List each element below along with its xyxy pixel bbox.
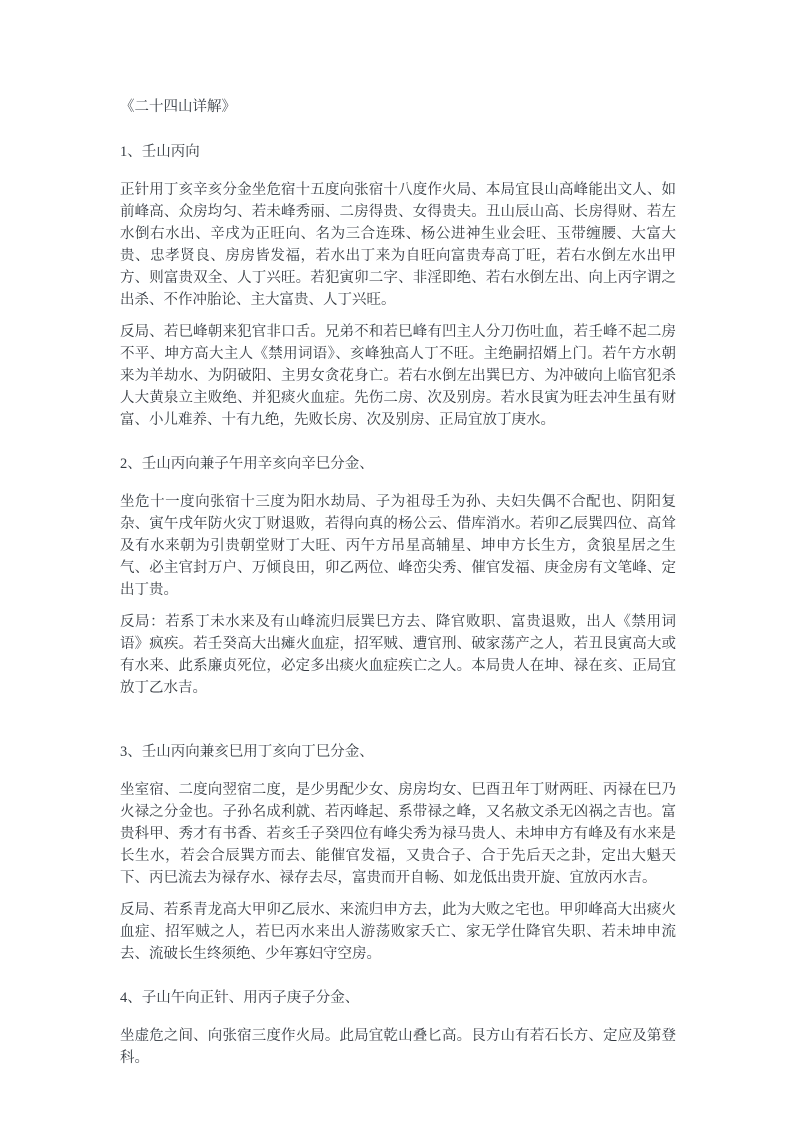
section-4-heading: 4、子山午向正针、用丙子庚子分金、 xyxy=(120,990,360,1006)
section-2-heading: 2、壬山丙向兼子午用辛亥向辛巳分金、 xyxy=(120,456,374,472)
section-1-paragraph-2: 反局、若巳峰朝来犯官非口舌。兄弟不和若巳峰有凹主人分刀伤吐血，若壬峰不起二房不平、坤方高大主人《禁用词语》、亥峰独高人丁不旺。主绝嗣招婿上门。若午方水朝来为羊劫水、为阴破阳、主男女贪花身亡。若右水倒左出巽巳方、为冲破向上临官犯杀人大黄泉立主败绝、并犯痰火血症。先伤二房、次及别房。若水艮寅为旺去冲生虽有财富、小儿难养、十有九绝，先败长房、次及别房、正局宜放丁庚水。 xyxy=(120,324,676,428)
section-2-paragraph-1: 坐危十一度向张宿十三度为阳水劫局、子为祖母壬为孙、夫妇失偶不合配也、阴阳复杂、寅午戌年防火灾丁财退败，若得向真的杨公云、借库消水。若卯乙辰巽四位、高耸及有水来朝为引贵朝堂财丁大旺、丙午方吊星高辅星、坤申方长生方，贪狼星居之生气、必主官封万户、万倾良田，卯乙两位、峰峦尖秀、催官发福、庚金房有文笔峰、定出丁贵。 xyxy=(120,494,676,598)
section-3-paragraph-1: 坐室宿、二度向翌宿二度，是少男配少女、房房均女、巳酉丑年丁财两旺、丙禄在巳乃火禄之分金也。子孙名成利就、若丙峰起、系带禄之峰，又名赦文杀无凶祸之吉也。富贵科甲、秀才有书香、若亥壬子癸四位有峰尖秀为禄马贵人、未坤申方有峰及有水来是长生水，若会合辰巽方而去、能催官发福，又贵合子、合于先后天之卦，定出大魁天下、丙巳流去为禄存水、禄存去尽，富贵而开自畅、如龙低出贵开旋、宜放丙水吉。 xyxy=(120,782,676,886)
section-3-paragraph-2: 反局、若系青龙高大甲卯乙辰水、来流归申方去，此为大败之宅也。甲卯峰高大出痰火血症、招军贼之人，若巳丙水来出人游荡败家夭亡、家无学仕降官失职、若未坤申流去、流破长生终须绝、少年寡妇守空房。 xyxy=(120,902,676,962)
section-3-heading: 3、壬山丙向兼亥巳用丁亥向丁巳分金、 xyxy=(120,744,374,760)
section-1-paragraph-1: 正针用丁亥辛亥分金坐危宿十五度向张宿十八度作火局、本局宜艮山高峰能出文人、如前峰高、众房均匀、若未峰秀丽、二房得贵、女得贵夫。丑山辰山高、长房得财、若左水倒右水出、辛戌为正旺向、名为三合连珠、杨公进神生业会旺、玉带缠腰、大富大贵、忠孝贤良、房房皆发福，若水出丁来为自旺向富贵寿高丁旺，若右水倒左水出甲方、则富贵双全、人丁兴旺。若犯寅卯二字、非淫即绝、若右水倒左出、向上丙字谓之出杀、不作冲胎论、主大富贵、人丁兴旺。 xyxy=(120,182,676,308)
section-4-paragraph-1: 坐虚危之间、向张宿三度作火局。此局宜乾山叠匕高。艮方山有若石长方、定应及第登科。 xyxy=(120,1028,676,1066)
section-2-paragraph-2: 反局：若系丁未水来及有山峰流归辰巽巳方去、降官败职、富贵退败，出人《禁用词语》疯疾。若壬癸高大出瘫火血症，招军贼、遭官刑、破家荡产之人，若丑艮寅高大或有水来、此系廉贞死位，必定多出痰火血症疾亡之人。本局贵人在坤、禄在亥、正局宜放丁乙水吉。 xyxy=(120,614,676,696)
section-1-heading: 1、壬山丙向 xyxy=(120,144,200,160)
document-title: 《二十四山详解》 xyxy=(120,99,236,115)
